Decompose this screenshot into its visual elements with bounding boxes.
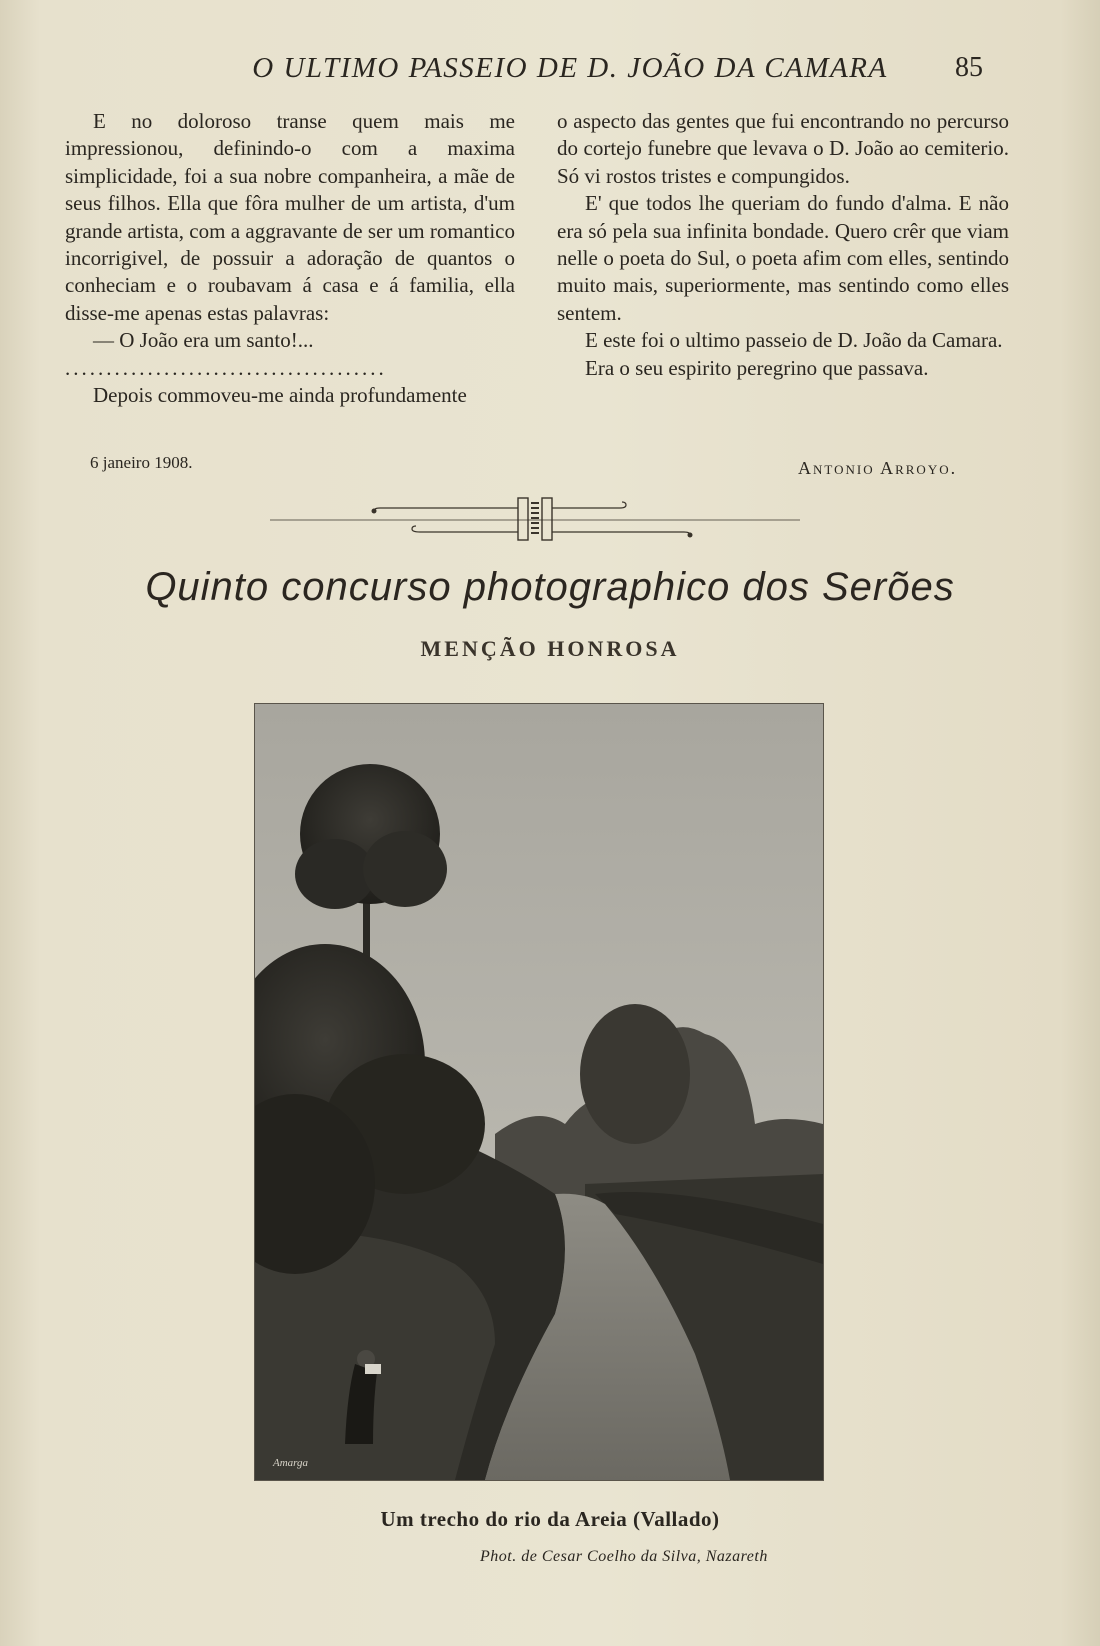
paragraph: Era o seu espirito peregrino que passava. <box>585 355 929 380</box>
paragraph: E no doloroso transe quem mais me impressionou, definindo-o com a maxima simplicidade, foi a sua nobre companheira, a mãe de seus filhos. Ella que fôra mulher de um artista, d'um grande artista, com a aggravante de ser um romantico incorrigivel, de possuir a adoração de quantos o conheciam e o roubavam á casa e á familia, ella disse-me apenas estas palavras: <box>65 109 515 325</box>
paragraph: E este foi o ultimo passeio de D. João da Camara. <box>585 328 1003 353</box>
page-number: 85 <box>955 52 983 83</box>
running-title: O ULTIMO PASSEIO DE D. JOÃO DA CAMARA <box>252 52 888 84</box>
paragraph: o aspecto das gentes que fui encontrando no percurso do cortejo funebre que levava o D. João ao cemiterio. Só vi rostos tristes e compungidos. <box>557 109 1009 188</box>
author-signature: Antonio Arroyo. <box>798 458 958 478</box>
photo-signature: Amarga <box>273 1457 309 1469</box>
photo-caption: Um trecho do rio da Areia (Vallado) <box>380 1507 720 1531</box>
dateline: 6 janeiro 1908. <box>90 453 193 472</box>
section-title: Quinto concurso photographico dos Serões <box>145 565 955 609</box>
article-left-column <box>65 108 515 409</box>
paragraph: Depois commoveu-me ainda profundamente <box>93 383 467 408</box>
ornamental-divider <box>270 494 800 544</box>
paragraph: E' que todos lhe queriam do fundo d'alma. E não era só pela sua infinita bondade. Quero crêr que viam nelle o poeta do Sul, o poeta afim com elles, sentindo muito mais, superiormente, mas sentindo como elles sentem. <box>557 191 1009 325</box>
section-subtitle: MENÇÃO HONROSA <box>420 636 680 661</box>
river-photograph <box>254 703 824 1481</box>
ellipsis-divider: ....................................... <box>65 355 387 380</box>
article-right-column <box>557 108 1009 382</box>
page-header <box>60 50 1020 90</box>
quote-line: — O João era um santo!... <box>93 328 314 353</box>
photo-credit: Phot. de Cesar Coelho da Silva, Nazareth <box>480 1548 768 1565</box>
photo-illustration <box>255 704 823 1480</box>
